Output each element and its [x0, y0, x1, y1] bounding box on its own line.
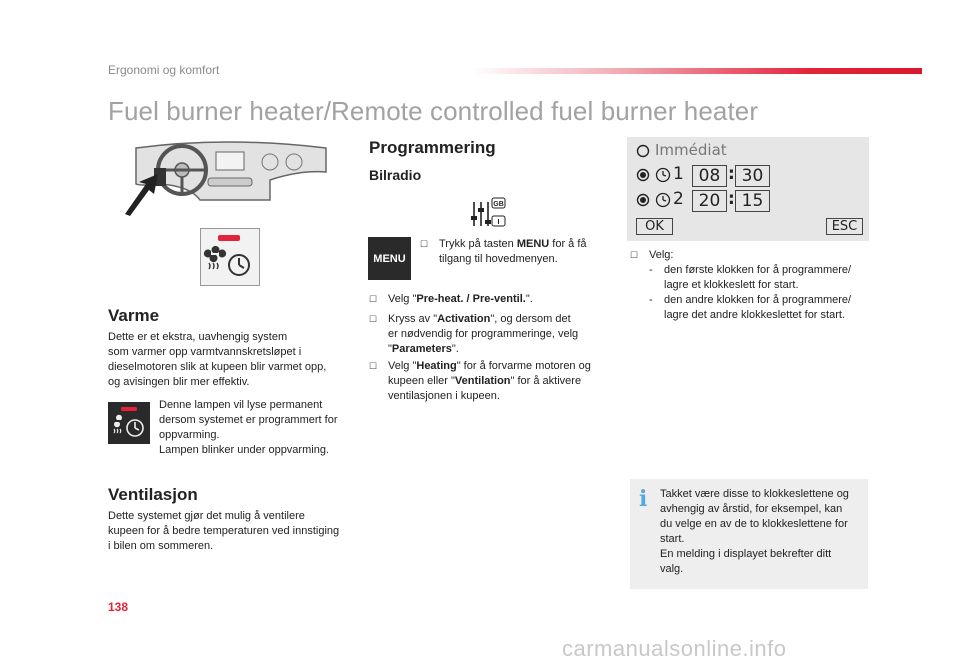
info-text — [660, 487, 860, 577]
info-line: du velge en av de to klokkeslettene for — [660, 518, 848, 530]
step-preheat — [369, 292, 619, 307]
lamp-line: Denne lampen vil lyse permanent — [159, 399, 323, 411]
timer2-hours[interactable]: 20 — [692, 190, 727, 212]
lamp-line: Lampen blinker under oppvarming. — [159, 444, 329, 456]
timer2-separator: : — [728, 189, 735, 209]
step-bold: Parameters — [391, 343, 452, 355]
step-text: " — [388, 343, 392, 355]
velg-item-text: den andre klokken for å programmere/ — [664, 294, 852, 306]
heater-lamp-large — [200, 228, 260, 286]
heater-lamp-small — [108, 402, 150, 444]
step-bold: Activation — [437, 313, 491, 325]
velg-item-text: den første klokken for å programmere/ — [664, 264, 852, 276]
step-heating — [369, 359, 619, 404]
step-bold: Pre-heat. / Pre-ventil. — [416, 293, 526, 305]
step-text: er nødvendig for programmeringe, velg — [388, 328, 579, 340]
step-bold: Ventilation — [454, 375, 511, 387]
timer1-radio-icon[interactable] — [636, 168, 650, 182]
step-text: Kryss av " — [388, 313, 438, 325]
checkbox-bullet-icon: ☐ — [630, 250, 639, 260]
ok-button[interactable]: OK — [636, 218, 673, 235]
timer1-minutes[interactable]: 30 — [735, 165, 770, 187]
varme-heading: Varme — [108, 306, 160, 325]
timer1-hours[interactable]: 08 — [692, 165, 727, 187]
ventilasjon-line: kupeen for å bedre temperaturen ved innstiging — [108, 525, 340, 537]
esc-button[interactable]: ESC — [826, 218, 863, 235]
step-text: ", og dersom det — [490, 313, 571, 325]
step-text: ". — [525, 293, 533, 305]
lamp-line: dersom systemet er programmert for — [159, 414, 338, 426]
varme-line: og avisingen blir mer effektiv. — [108, 376, 250, 388]
heater-lamp-icon — [201, 229, 259, 285]
dash-marker: - — [649, 264, 653, 276]
bilradio-subheading: Bilradio — [369, 167, 422, 183]
ventilasjon-line: i bilen om sommeren. — [108, 540, 214, 552]
step-text: Velg " — [388, 293, 417, 305]
page-title: Fuel burner heater/Remote controlled fuel burner heater — [108, 96, 759, 126]
menu-key[interactable]: MENU — [368, 237, 411, 280]
step-text: kupeen eller " — [388, 375, 455, 387]
programmering-heading: Programmering — [369, 138, 496, 157]
velg-item-text: lagre et klokkeslett for start. — [664, 279, 799, 291]
velg-item-text: lagre det andre klokkeslettet for start. — [664, 309, 845, 321]
step-text: " for å forvarme motoren og — [456, 360, 591, 372]
varme-line: Dette er et ekstra, uavhengig system — [108, 331, 288, 343]
velg-label: Velg: — [649, 249, 674, 261]
step-activation — [369, 312, 619, 357]
watermark: carmanualsonline.info — [562, 636, 787, 661]
heater-lamp-small-icon — [108, 402, 150, 444]
step-text: Trykk på tasten — [439, 238, 517, 250]
immediate-label: Immédiat — [655, 141, 727, 159]
velg-item-1 — [630, 263, 870, 293]
info-line: avhengig av årstid, for eksempel, kan — [660, 503, 843, 515]
ventilasjon-heading: Ventilasjon — [108, 485, 198, 504]
info-line: Takket være disse to klokkeslettene og — [660, 488, 849, 500]
info-icon: i — [639, 486, 648, 512]
step-text: ventilasjonen i kupeen. — [388, 390, 500, 402]
ventilasjon-body — [108, 509, 358, 554]
clock-icon — [655, 167, 671, 183]
checkbox-bullet-icon: ☐ — [369, 314, 378, 324]
info-line: En melding i displayet bekrefter ditt — [660, 548, 832, 560]
ventilasjon-line: Dette systemet gjør det mulig å ventilere — [108, 510, 305, 522]
page-number: 138 — [108, 600, 129, 614]
timer1-index: 1 — [673, 164, 684, 184]
checkbox-bullet-icon: ☐ — [369, 294, 378, 304]
radio-screen — [627, 137, 869, 241]
checkbox-bullet-icon: ☐ — [420, 239, 429, 249]
varme-line: dieselmotoren slik at kupeen blir varmet opp, — [108, 361, 327, 373]
step-text: Velg " — [388, 360, 417, 372]
step-bold: Heating — [416, 360, 457, 372]
timer2-minutes[interactable]: 15 — [735, 190, 770, 212]
step-text: tilgang til hovedmenyen. — [439, 253, 558, 265]
section-label: Ergonomi og komfort — [108, 63, 220, 77]
info-line: valg. — [660, 563, 684, 575]
velg-item-2 — [630, 293, 870, 323]
step-menu — [420, 237, 620, 267]
radio-badge-gb: GB — [493, 201, 504, 208]
header-accent-bar — [470, 68, 922, 74]
immediate-radio-icon[interactable] — [636, 144, 650, 158]
info-line: start. — [660, 533, 685, 545]
step-text: " for å aktivere — [510, 375, 582, 387]
lamp-line: oppvarming. — [159, 429, 220, 441]
radio-settings-icon — [470, 196, 506, 230]
lamp-description — [159, 398, 359, 458]
timer2-radio-icon[interactable] — [636, 193, 650, 207]
checkbox-bullet-icon: ☐ — [369, 361, 378, 371]
timer1-separator: : — [728, 164, 735, 184]
clock-icon — [655, 192, 671, 208]
step-bold: MENU — [516, 238, 550, 250]
step-text: ". — [451, 343, 459, 355]
varme-body — [108, 330, 358, 390]
radio-badge-i: I — [497, 219, 500, 226]
velg-list — [630, 248, 870, 323]
varme-line: som varmer opp varmtvannskretsløpet i — [108, 346, 302, 358]
dash-marker: - — [649, 294, 653, 306]
step-text: for å få — [549, 238, 587, 250]
dashboard-illustration — [120, 140, 332, 218]
timer2-index: 2 — [673, 189, 684, 209]
